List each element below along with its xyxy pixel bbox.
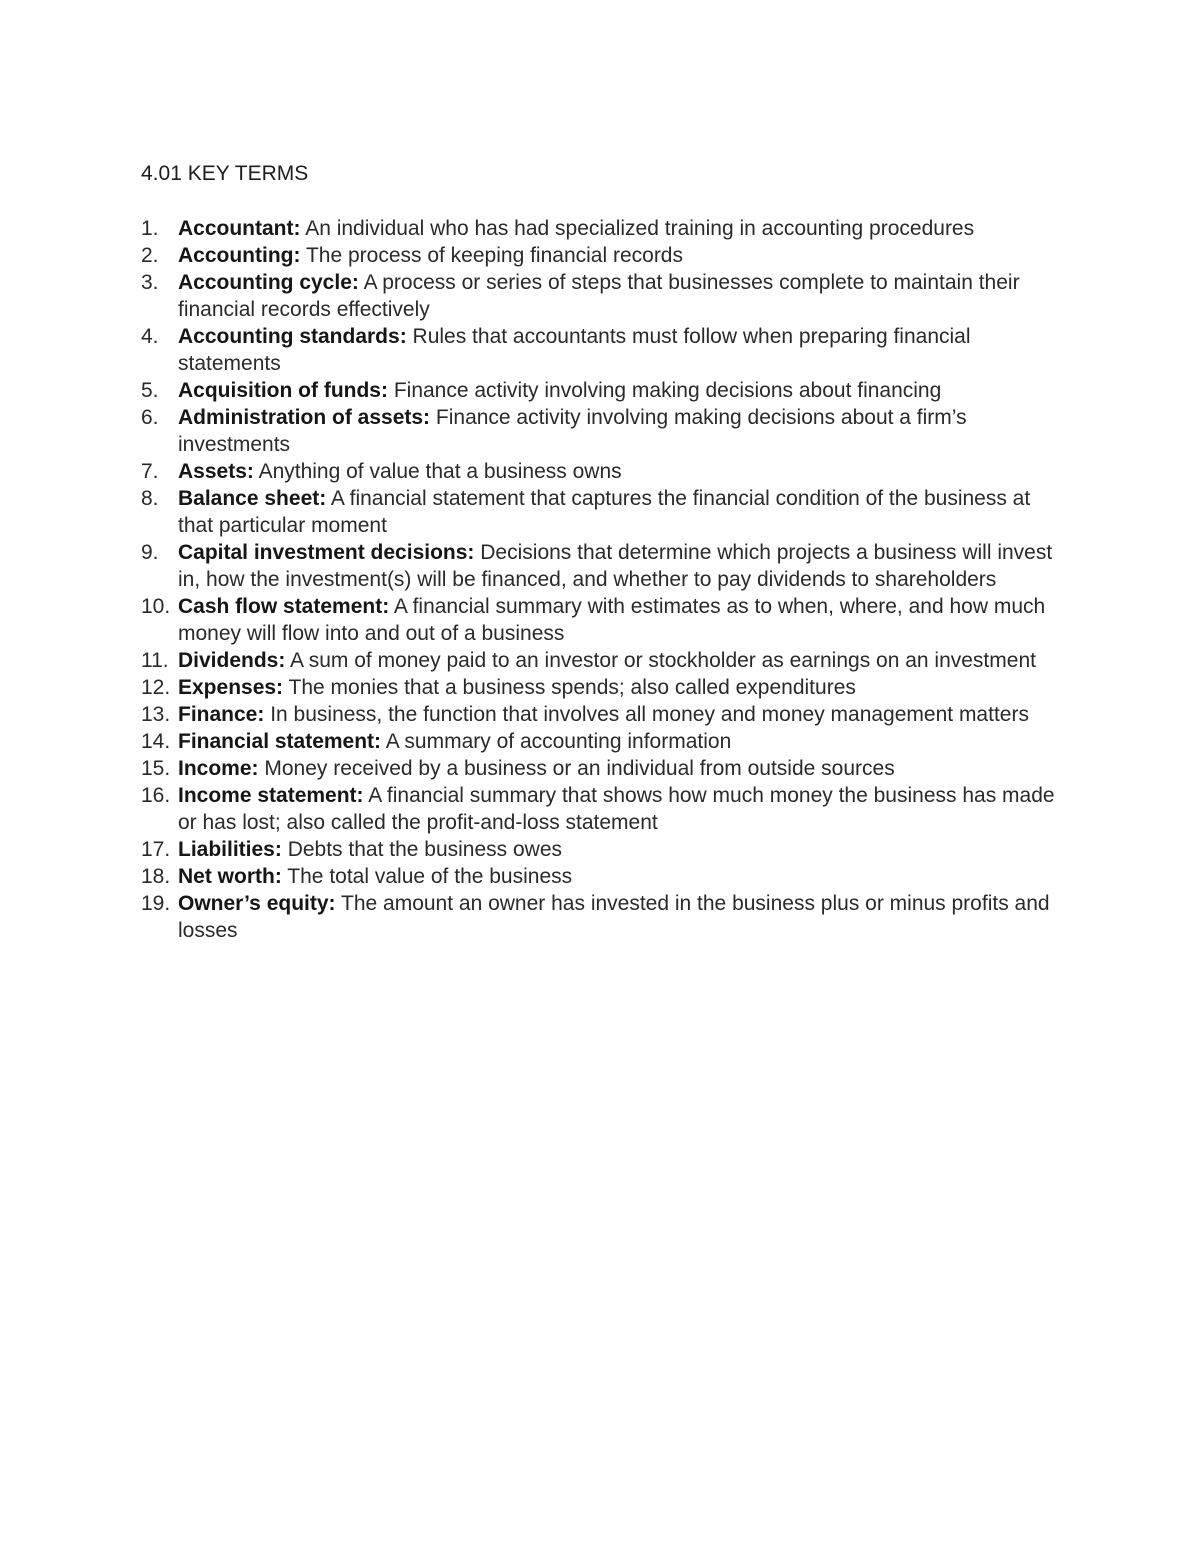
term-label: Liabilities: (178, 838, 282, 861)
list-item (141, 782, 1071, 836)
item-number: 1. (141, 217, 159, 240)
term-label: Accounting standards: (178, 325, 407, 348)
list-item (141, 701, 1071, 728)
list-item (141, 485, 1071, 539)
item-number: 16. (141, 784, 171, 807)
term-definition: Finance activity involving making decisions about a firm’s investments (178, 406, 967, 456)
term-definition: In business, the function that involves all money and money management matters (270, 703, 1029, 726)
list-item (141, 404, 1071, 458)
list-item (141, 458, 1071, 485)
item-number: 14. (141, 730, 171, 753)
term-label: Acquisition of funds: (178, 379, 388, 402)
item-number: 6. (141, 406, 159, 429)
list-item (141, 323, 1071, 377)
item-number: 4. (141, 325, 159, 348)
item-number: 9. (141, 541, 159, 564)
item-number: 3. (141, 271, 159, 294)
term-label: Assets: (178, 460, 254, 483)
term-definition: Money received by a business or an individual from outside sources (264, 757, 895, 780)
list-item (141, 728, 1071, 755)
item-number: 11. (141, 649, 169, 672)
list-item (141, 215, 1071, 242)
list-item (141, 593, 1071, 647)
list-item (141, 890, 1071, 944)
item-number: 19. (141, 892, 171, 915)
list-item (141, 539, 1071, 593)
item-number: 17. (141, 838, 171, 861)
list-item (141, 647, 1071, 674)
term-label: Accounting: (178, 244, 301, 267)
term-definition: Decisions that determine which projects a business will invest in, how the investment(s) will be financed, and whether to pay dividends to shareholders (178, 541, 1053, 591)
item-number: 7. (141, 460, 159, 483)
term-definition: The process of keeping financial records (305, 244, 683, 267)
term-definition: A process or series of steps that businesses complete to maintain their financial records effectively (178, 271, 1020, 321)
term-definition: An individual who has had specialized training in accounting procedures (305, 217, 975, 240)
term-definition: A sum of money paid to an investor or stockholder as earnings on an investment (290, 649, 1036, 672)
item-number: 12. (141, 676, 171, 699)
term-label: Accounting cycle: (178, 271, 359, 294)
item-number: 5. (141, 379, 159, 402)
item-number: 18. (141, 865, 171, 888)
item-number: 2. (141, 244, 159, 267)
term-definition: The total value of the business (287, 865, 573, 888)
term-label: Accountant: (178, 217, 301, 240)
key-terms-list (141, 215, 1071, 944)
term-label: Net worth: (178, 865, 282, 888)
term-definition: Anything of value that a business owns (258, 460, 622, 483)
term-label: Finance: (178, 703, 265, 726)
term-definition: A financial summary that shows how much money the business has made or has lost; also called the profit-and-loss statement (178, 784, 1055, 834)
term-definition: A summary of accounting information (385, 730, 732, 753)
term-label: Income: (178, 757, 259, 780)
term-definition: Rules that accountants must follow when preparing financial statements (178, 325, 971, 375)
term-label: Income statement: (178, 784, 364, 807)
term-label: Financial statement: (178, 730, 382, 753)
term-definition: Debts that the business owes (287, 838, 563, 861)
list-item (141, 755, 1071, 782)
term-label: Balance sheet: (178, 487, 327, 510)
term-label: Cash flow statement: (178, 595, 390, 618)
list-item (141, 863, 1071, 890)
page-title: 4.01 KEY TERMS (141, 162, 309, 185)
list-item (141, 269, 1071, 323)
list-item (141, 674, 1071, 701)
term-label: Expenses: (178, 676, 284, 699)
term-label: Administration of assets: (178, 406, 431, 429)
term-definition: A financial summary with estimates as to when, where, and how much money will flow into and out of a business (178, 595, 1046, 645)
list-item (141, 836, 1071, 863)
term-definition: The monies that a business spends; also called expenditures (288, 676, 856, 699)
item-number: 15. (141, 757, 171, 780)
term-definition: The amount an owner has invested in the business plus or minus profits and losses (178, 892, 1050, 942)
term-label: Capital investment decisions: (178, 541, 475, 564)
list-item (141, 377, 1071, 404)
term-label: Owner’s equity: (178, 892, 336, 915)
term-label: Dividends: (178, 649, 286, 672)
list-item (141, 242, 1071, 269)
item-number: 13. (141, 703, 171, 726)
item-number: 8. (141, 487, 159, 510)
item-number: 10. (141, 595, 171, 618)
term-definition: A financial statement that captures the financial condition of the business at that particular moment (178, 487, 1031, 537)
term-definition: Finance activity involving making decisions about financing (393, 379, 942, 402)
